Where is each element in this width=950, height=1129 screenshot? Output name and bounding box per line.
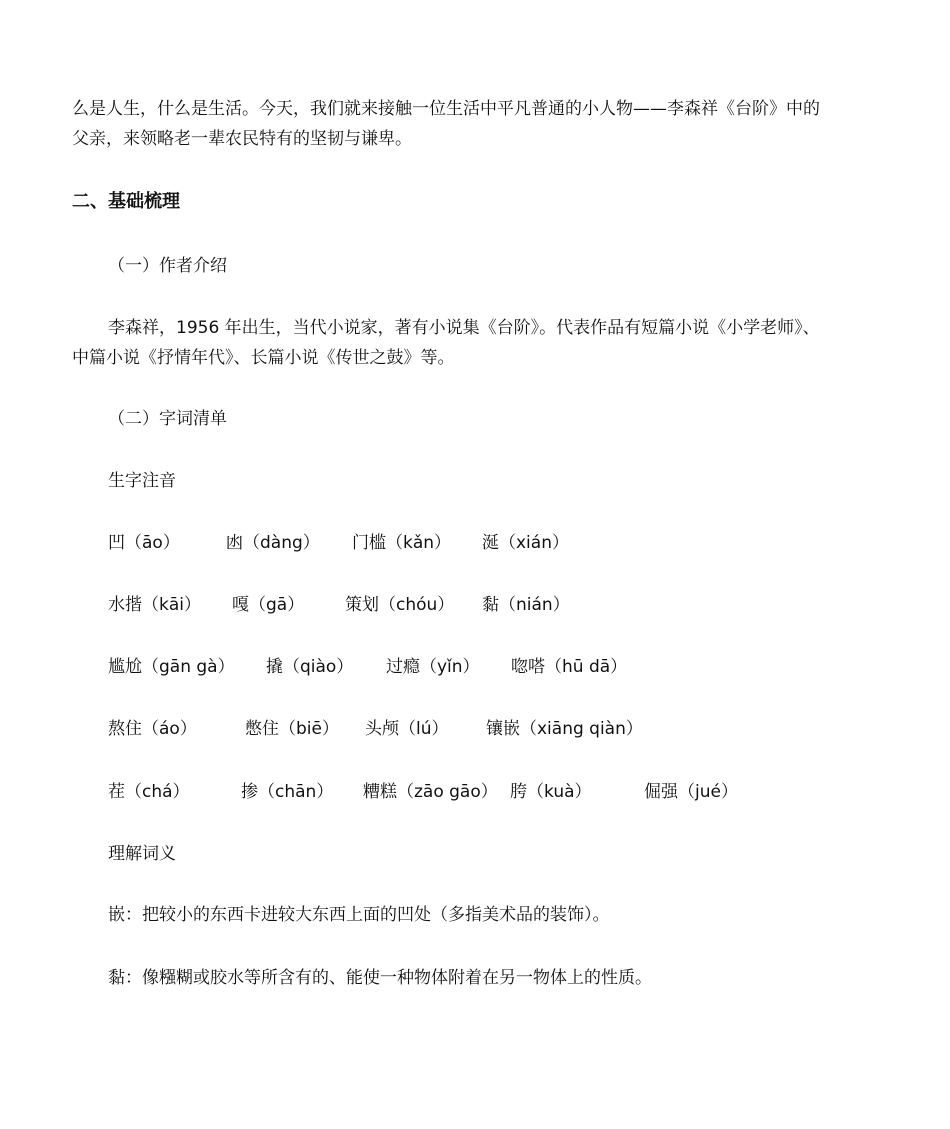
word-entry: 过瘾（yǐn） bbox=[386, 657, 480, 677]
meaning-label: 理解词义 bbox=[108, 844, 176, 864]
word-entry: 黏（nián） bbox=[482, 595, 570, 615]
word-entry: 门槛（kǎn） bbox=[352, 533, 452, 553]
word-entry: 嘎（gā） bbox=[232, 595, 305, 615]
definition: 黏：像糨糊或胶水等所含有的、能使一种物体附着在另一物体上的性质。 bbox=[108, 968, 652, 988]
word-entry: 凹（āo） bbox=[108, 533, 180, 553]
section-heading: 二、基础梳理 bbox=[72, 191, 180, 212]
author-line-1: 李森祥，1956 年出生，当代小说家，著有小说集《台阶》。代表作品有短篇小说《小学老师》、 bbox=[108, 318, 820, 338]
word-entry: 尴尬（gān gà） bbox=[108, 657, 235, 677]
word-entry: 倔强（jué） bbox=[644, 782, 738, 802]
word-entry: 茬（chá） bbox=[108, 782, 190, 802]
word-entry: 水揩（kāi） bbox=[108, 595, 201, 615]
words-heading: （二）字词清单 bbox=[108, 409, 227, 429]
word-entry: 胯（kuà） bbox=[510, 782, 592, 802]
word-entry: 唿嗒（hū dā） bbox=[511, 657, 628, 677]
author-line-2: 中篇小说《抒情年代》、长篇小说《传世之鼓》等。 bbox=[72, 348, 455, 368]
pronunciation-label: 生字注音 bbox=[108, 471, 176, 491]
word-entry: 策划（chóu） bbox=[345, 595, 455, 615]
word-entry: 撬（qiào） bbox=[266, 657, 354, 677]
word-entry: 掺（chān） bbox=[241, 782, 334, 802]
word-entry: 熬住（áo） bbox=[108, 719, 197, 739]
word-entry: 涎（xián） bbox=[482, 533, 569, 553]
word-entry: 憋住（biē） bbox=[245, 719, 339, 739]
word-entry: 凼（dàng） bbox=[226, 533, 320, 553]
intro-line-2: 父亲，来领略老一辈农民特有的坚韧与谦卑。 bbox=[72, 129, 412, 149]
definition: 嵌：把较小的东西卡进较大东西上面的凹处（多指美术品的装饰）。 bbox=[108, 905, 610, 925]
word-entry: 镶嵌（xiāng qiàn） bbox=[486, 719, 643, 739]
word-entry: 糟糕（zāo gāo） bbox=[363, 782, 498, 802]
intro-line-1: 么是人生，什么是生活。今天，我们就来接触一位生活中平凡普通的小人物——李森祥《台阶》中的 bbox=[72, 99, 820, 119]
word-entry: 头颅（lú） bbox=[365, 719, 449, 739]
author-heading: （一）作者介绍 bbox=[108, 256, 227, 276]
